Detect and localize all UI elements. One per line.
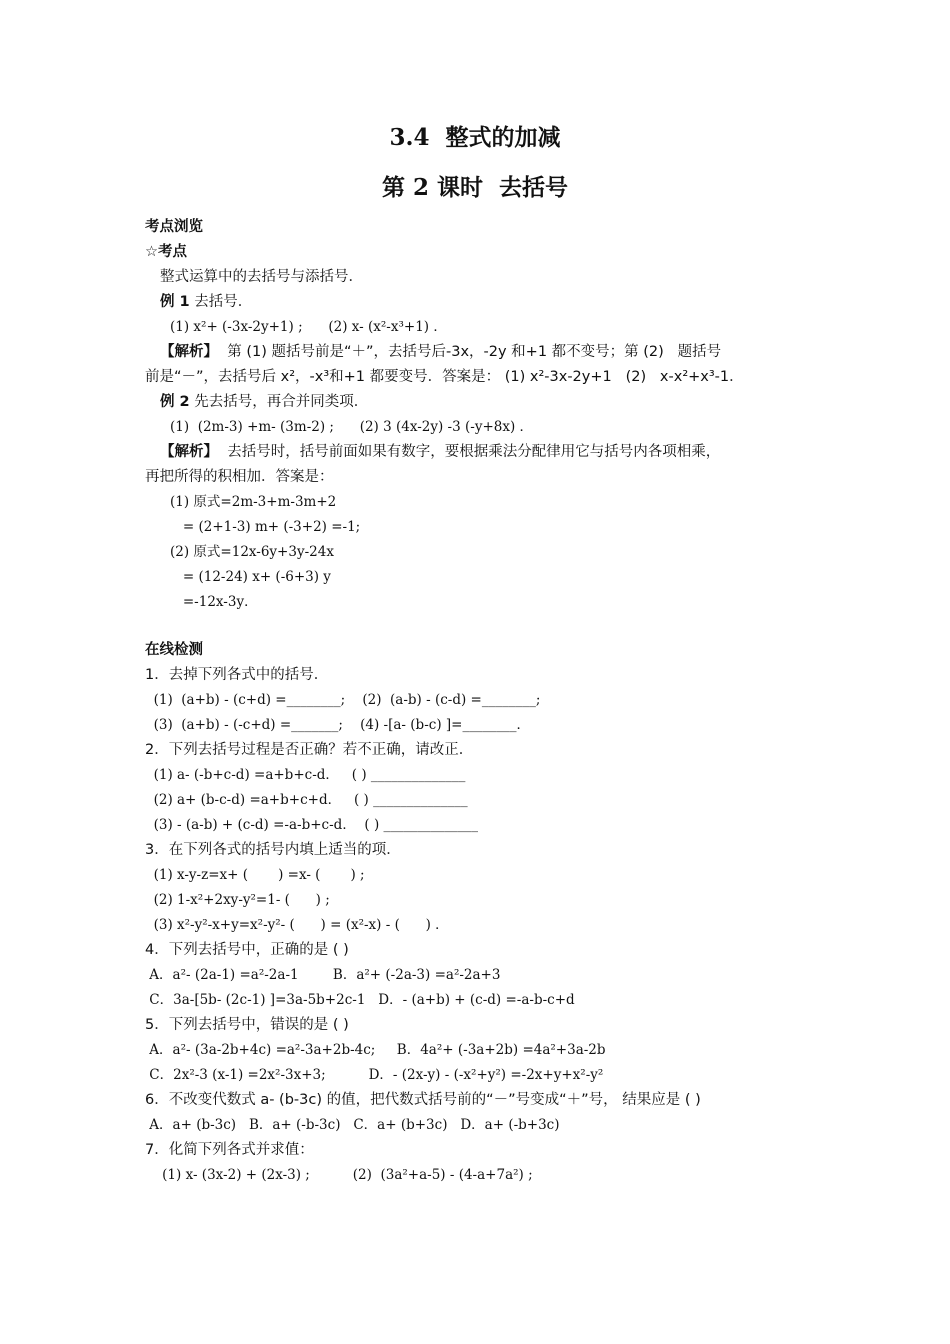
exercise-line: (1) (a+b) - (c+d) =________; (2) (a-b) - (c-d) =________; xyxy=(145,692,541,708)
example-text: 去括号． xyxy=(189,294,253,310)
example-text: 先去括号，再合并同类项． xyxy=(189,394,369,410)
document-title: 3.4 整式的加减 xyxy=(389,124,561,151)
exercise-line: 5．下列去括号中，错误的是 ( ) xyxy=(145,1017,349,1033)
analysis-text: 再把所得的积相加．答案是： xyxy=(145,469,334,485)
solution-line: = (2+1-3) m+ (-3+2) =-1; xyxy=(170,519,361,535)
analysis-text: 第 (1) 题括号前是“＋”，去括号后-3x，-2y 和+1 都不变号；第 (2) 题括号 xyxy=(218,344,722,360)
example-2 xyxy=(160,392,368,412)
analysis-label: 【解析】 xyxy=(160,444,218,460)
key-point: 整式运算中的去括号与添括号． xyxy=(160,269,363,285)
exercise-line: 1．去掉下列各式中的括号． xyxy=(145,667,329,683)
example-1 xyxy=(160,292,252,312)
exercise-line: 2．下列去括号过程是否正确？若不正确，请改正． xyxy=(145,742,474,758)
exercise-line: (2) a+ (b-c-d) =a+b+c+d． ( ) ______________ xyxy=(145,792,468,808)
example-2-question: (1) (2m-3) +m- (3m-2) ; (2) 3 (4x-2y) -3 (-y+8x) ． xyxy=(170,419,534,435)
exercise-line: 4．下列去括号中，正确的是 ( ) xyxy=(145,942,349,958)
exercise-line: C．2x²-3 (x-1) =2x²-3x+3; D．- (2x-y) - (-x²+y²) =-2x+y+x²-y² xyxy=(145,1067,604,1083)
exercise-line: (3) - (a-b) + (c-d) =-a-b+c-d． ( ) ______________ xyxy=(145,817,479,833)
exercise-line: (1) x-y-z=x+ ( ) =x- ( ) ; xyxy=(145,867,365,883)
analysis xyxy=(160,442,720,462)
example-label: 例 1 xyxy=(160,294,190,310)
solution-line: (1) 原式=2m-3+m-3m+2 xyxy=(170,494,337,510)
analysis-text: 前是“－”，去括号后 x²，-x³和+1 都要变号．答案是： (1) x²-3x-2y+1 (2) x-x²+x³-1． xyxy=(145,369,744,385)
exercise-line: (3) (a+b) - (-c+d) =_______; (4) -[a- (b-c) ]=________． xyxy=(145,717,530,733)
exercise-line: A．a²- (3a-2b+4c) =a²-3a+2b-4c; B．4a²+ (-3a+2b) =4a²+3a-2b xyxy=(145,1042,606,1058)
exercise-line: A．a+ (b-3c) B．a+ (-b-3c) C．a+ (b+3c) D．a+ (-b+3c) xyxy=(145,1117,560,1133)
exercise-line: (3) x²-y²-x+y=x²-y²- ( ) = (x²-x) - ( ) ． xyxy=(145,917,449,933)
exercise-line: 7．化简下列各式并求值： xyxy=(145,1142,314,1158)
solution-line: (2) 原式=12x-6y+3y-24x xyxy=(170,544,334,560)
exercise-line: C．3a-[5b- (2c-1) ]=3a-5b+2c-1 D．- (a+b) + (c-d) =-a-b-c+d xyxy=(145,992,575,1008)
section-heading: 在线检测 xyxy=(145,642,203,658)
solution-line: =-12x-3y． xyxy=(170,594,258,610)
exercise-line: 6．不改变代数式 a- (b-3c) 的值，把代数式括号前的“－”号变成“＋”号， 结果应是 ( ) xyxy=(145,1092,701,1108)
document-subtitle: 第 2 课时 去括号 xyxy=(381,174,569,201)
analysis-label: 【解析】 xyxy=(160,344,218,360)
section-heading: 考点浏览 xyxy=(145,219,203,235)
exercise-line: 3．在下列各式的括号内填上适当的项． xyxy=(145,842,401,858)
analysis xyxy=(160,342,721,362)
exercise-line: (2) 1-x²+2xy-y²=1- ( ) ; xyxy=(145,892,330,908)
example-1-question: (1) x²+ (-3x-2y+1) ; (2) x- (x²-x³+1) ． xyxy=(170,319,447,335)
exercise-line: A．a²- (2a-1) =a²-2a-1 B．a²+ (-2a-3) =a²-2a+3 xyxy=(145,967,501,983)
subsection-heading: ☆考点 xyxy=(145,244,187,260)
exercise-line: (1) x- (3x-2) + (2x-3) ; (2) (3a²+a-5) - (4-a+7a²) ; xyxy=(145,1167,533,1183)
solution-line: = (12-24) x+ (-6+3) y xyxy=(170,569,331,585)
example-label: 例 2 xyxy=(160,394,190,410)
exercise-line: (1) a- (-b+c-d) =a+b+c-d． ( ) ______________ xyxy=(145,767,466,783)
analysis-text: 去括号时，括号前面如果有数字，要根据乘法分配律用它与括号内各项相乘， xyxy=(218,444,721,460)
